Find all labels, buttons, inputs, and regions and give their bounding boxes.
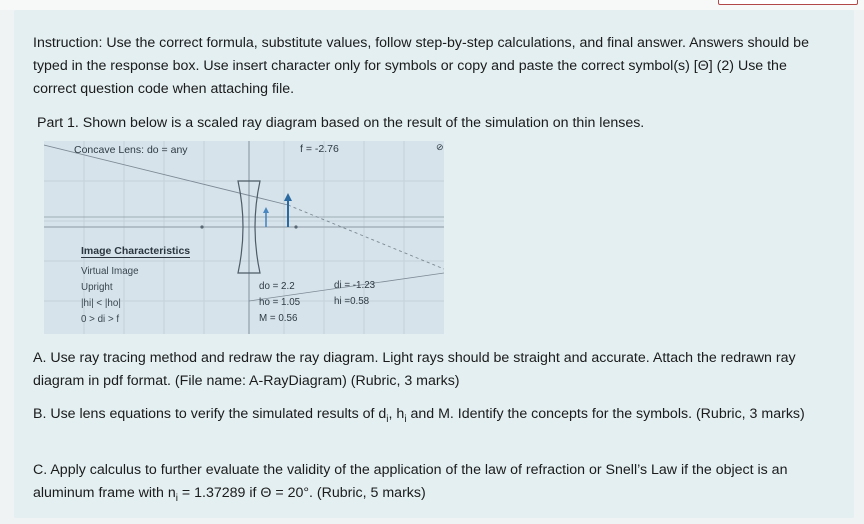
instruction-text: Instruction: Use the correct formula, substitute values, follow step-by-step calculations, and final answer. Answers should be typed in the response box. Use insert character only for symbols or copy and paste the correct symbol(s) [Θ] (2) Use the correct question code when attaching file. <box>33 35 809 97</box>
focal-length-label: f = -2.76 <box>300 143 339 155</box>
hi-value: hi =0.58 <box>334 296 370 307</box>
question-c-text: C. Apply calculus to further evaluate the validity of the application of the law of refraction or Snell’s Law if the object is an aluminum frame with n <box>33 462 788 501</box>
image-arrow-head <box>263 207 269 213</box>
figure-settings-icon[interactable]: ⊘ <box>436 142 444 152</box>
do-value: do = 2.2 <box>259 281 295 292</box>
characteristic-item: Virtual Image <box>81 266 139 277</box>
figure-title: Concave Lens: do = any <box>74 144 188 156</box>
ray-diagram-figure <box>44 141 444 334</box>
question-a: A. Use ray tracing method and redraw the ray diagram. Light rays should be straight and accurate. Attach the redrawn ray diagram in pdf format. (File name: A-RayDiagram) (Rubric, 3 marks) <box>33 350 796 389</box>
characteristic-item: |hi| < |ho| <box>81 298 121 309</box>
question-b-text: , h <box>388 406 405 422</box>
image-characteristics-heading: Image Characteristics <box>81 245 191 257</box>
top-action-button[interactable] <box>718 0 858 5</box>
question-b <box>33 403 823 426</box>
question-b-text: B. Use lens equations to verify the simulated results of d <box>33 406 387 422</box>
question-c <box>33 459 823 505</box>
focal-point-left <box>200 225 203 228</box>
subscript-i: i <box>386 413 389 425</box>
object-arrow-head <box>284 193 292 201</box>
di-value: di = -1.23 <box>334 280 376 291</box>
subscript-i: i <box>175 492 178 504</box>
question-c-text: = 1.37289 if Θ = 20°. (Rubric, 5 marks) <box>177 485 426 501</box>
characteristic-item: 0 > di > f <box>81 314 120 325</box>
ray-extension <box>288 205 444 269</box>
question-b-text: and M. Identify the concepts for the symbols. (Rubric, 3 marks) <box>406 406 805 422</box>
ho-value: ho = 1.05 <box>259 297 301 308</box>
part1-text: Part 1. Shown below is a scaled ray diagram based on the result of the simulation on thin lenses. <box>37 115 645 131</box>
focal-point-right <box>294 225 297 228</box>
image-characteristics <box>77 243 249 331</box>
subscript-i: i <box>404 413 407 425</box>
m-value: M = 0.56 <box>259 313 298 324</box>
characteristic-item: Upright <box>81 282 113 293</box>
